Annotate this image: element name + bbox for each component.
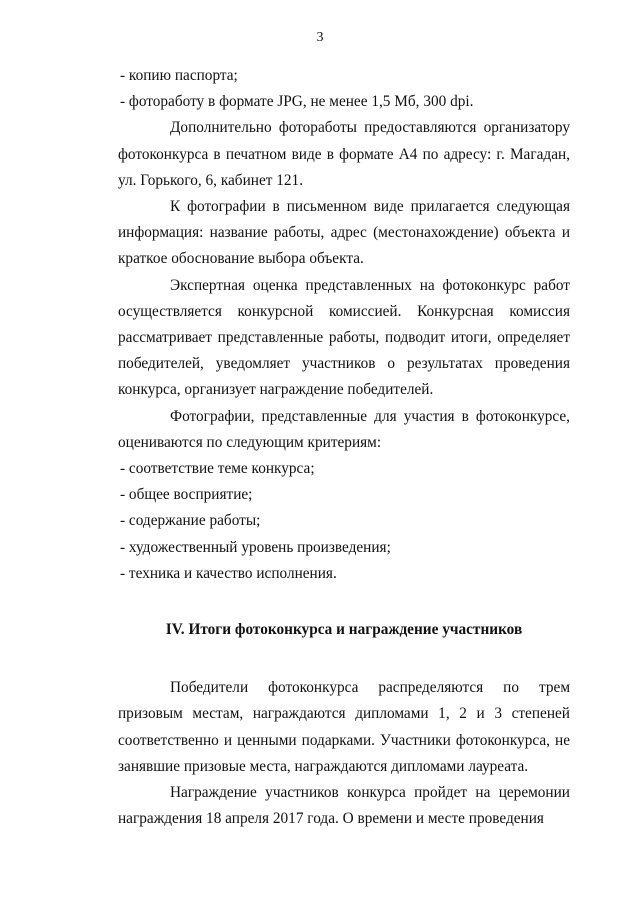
criteria-item: - соответствие теме конкурса; <box>120 460 315 478</box>
paragraph-criteria-intro: Фотографии, представленные для участия в фотоконкурсе, оцениваются по следующим критериям: <box>118 407 570 451</box>
section-heading: IV. Итоги фотоконкурса и награждение участников <box>165 621 523 639</box>
paragraph-print-submission: Дополнительно фотоработы предоставляются организатору фотоконкурса в печатном виде в формате А4 по адресу: г. Магадан, ул. Горького, 6, кабинет 121. <box>118 119 570 189</box>
list-item-photo-format: - фотоработу в формате JPG, не менее 1,5 Мб, 300 dpi. <box>120 93 474 111</box>
criteria-item: - художественный уровень произведения; <box>120 538 391 556</box>
paragraph-ceremony: Награждение участников конкурса пройдет на церемонии награждения 18 апреля 2017 года. О времени и месте проведения <box>118 784 570 828</box>
criteria-item: - общее восприятие; <box>120 486 253 504</box>
page-number: 3 <box>316 30 324 45</box>
criteria-item: - содержание работы; <box>120 512 261 530</box>
paragraph-photo-info: К фотографии в письменном виде прилагается следующая информация: название работы, адрес (местонахождение) объекта и краткое обоснование выбора объекта. <box>118 198 570 268</box>
criteria-item: - техника и качество исполнения. <box>120 564 337 582</box>
list-item-passport: - копию паспорта; <box>120 67 238 84</box>
paragraph-expert-evaluation: Экспертная оценка представленных на фотоконкурс работ осуществляется конкурсной комиссией. Конкурсная комиссия рассматривает представленные работы, подводит итоги, определяет победителей, уведомляет участников о результатах проведения конкурса, организует награждение победителей. <box>118 276 570 399</box>
document-body <box>118 63 570 832</box>
paragraph-winners: Победители фотоконкурса распределяются по трем призовым местам, награждаются дипломами 1, 2 и 3 степеней соответственно и ценными подарками. Участники фотоконкурса, не занявшие призовые места, награждаются дипломами лауреата. <box>118 679 570 775</box>
